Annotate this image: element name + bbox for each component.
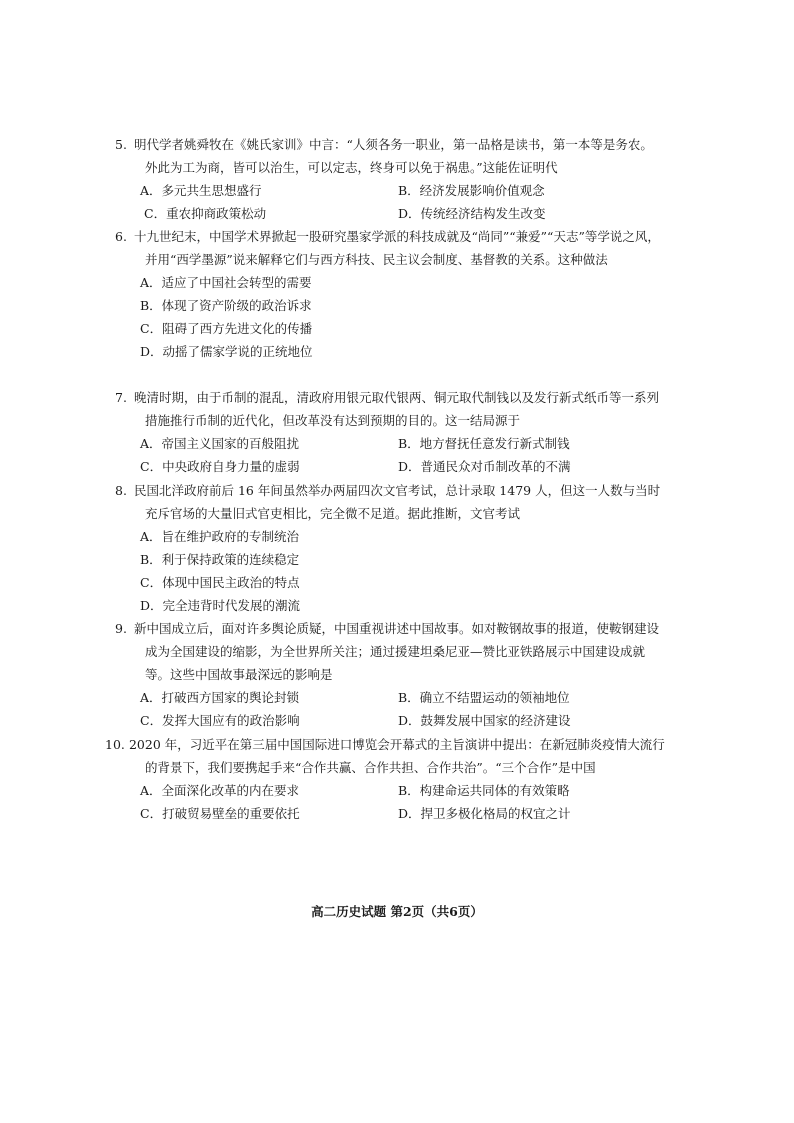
option-b: B．体现了资产阶级的政治诉求 [140, 298, 312, 313]
question-6: 6. 十九世纪末，中国学术界掀起一股研究墨家学派的科技成就及“尚同”“兼爱”“天志”等学说之风，并用“西学墨源”说来解释它们与西方科技、民主议会制度、基督教的关系。这种做法 A．适应了中国社会转型的需要 B．体现了资产阶级的政治诉求 C．阻碍了西方先进文化的传播 D．动摇了儒家学说的正统地位 [145, 225, 665, 363]
option-c: C．阻碍了西方先进文化的传播 [140, 321, 313, 336]
question-stem: 新中国成立后，面对许多舆论质疑，中国重视讲述中国故事。如对鞍钢故事的报道，使鞍钢建设成为全国建设的缩影，为全世界所关注；通过援建坦桑尼亚—赞比亚铁路展示中国建设成就等。这些中国故事最深远的影响是 [133, 621, 659, 682]
option-c: C．中央政府自身力量的虚弱 [140, 459, 300, 474]
option-c: C．发挥大国应有的政治影响 [140, 713, 300, 728]
page-footer: 高二历史试题 第2页（共6页） [311, 904, 483, 919]
question-stem: 明代学者姚舜牧在《姚氏家训》中言：“人须各务一职业，第一品格是读书，第一本等是务农。外此为工为商，皆可以治生，可以定志，终身可以免于祸患。”这能佐证明代 [133, 137, 653, 175]
question-stem: 2020 年，习近平在第三届中国国际进口博览会开幕式的主旨演讲中提出：在新冠肺炎疫情大流行的背景下，我们要携起手来“合作共赢、合作共担、合作共治”。“三个合作”是中国 [128, 737, 665, 775]
question-8: 8. 民国北洋政府前后 16 年间虽然举办两届四次文官考试，总计录取 1479 人，但这一人数与当时充斥官场的大量旧式官吏相比，完全微不足道。据此推断，文官考试 A．旨在维护政府的专制统治 B．利于保持政策的连续稳定 C．体现中国民主政治的特点 D．完全违背时代发展的潮流 [145, 479, 665, 617]
option-a: A．旨在维护政府的专制统治 [140, 529, 300, 544]
question-9: 9. 新中国成立后，面对许多舆论质疑，中国重视讲述中国故事。如对鞍钢故事的报道，使鞍钢建设成为全国建设的缩影，为全世界所关注；通过援建坦桑尼亚—赞比亚铁路展示中国建设成就等。这些中国故事最深远的影响是 A．打破西方国家的舆论封锁 B．确立不结盟运动的领袖地位 C．发挥大国应有的政治影响 D．鼓舞发展中国家的经济建设 [145, 617, 665, 732]
option-d: D．动摇了儒家学说的正统地位 [140, 344, 313, 359]
option-d: D．完全违背时代发展的潮流 [140, 598, 301, 613]
question-stem: 民国北洋政府前后 16 年间虽然举办两届四次文官考试，总计录取 1479 人，但这一人数与当时充斥官场的大量旧式官吏相比，完全微不足道。据此推断，文官考试 [133, 483, 661, 521]
option-a: A．打破西方国家的舆论封锁 [140, 690, 300, 705]
option-a: A．全面深化改革的内在要求 [140, 783, 300, 798]
option-a: A．适应了中国社会转型的需要 [140, 275, 312, 290]
option-a: A．帝国主义国家的百般阻扰 [140, 436, 300, 451]
option-c: C．打破贸易壁垒的重要依托 [140, 806, 300, 821]
question-5: 5. 明代学者姚舜牧在《姚氏家训》中言：“人须各务一职业，第一品格是读书，第一本等是务农。外此为工为商，皆可以治生，可以定志，终身可以免于祸患。”这能佐证明代 A．多元共生思想盛行 B．经济发展影响价值观念 C．重农抑商政策松动 D．传统经济结构发生改变 [145, 133, 665, 225]
option-d: D．传统经济结构发生改变 [398, 206, 546, 221]
option-b: B．经济发展影响价值观念 [398, 183, 545, 198]
option-c: C．重农抑商政策松动 [144, 206, 267, 221]
question-7: 7. 晚清时期，由于币制的混乱，清政府用银元取代银两、铜元取代制钱以及发行新式纸币等一系列措施推行币制的近代化，但改革没有达到预期的目的。这一结局源于 A．帝国主义国家的百般阻扰 B．地方督抚任意发行新式制钱 C．中央政府自身力量的虚弱 D．普通民众对币制改革的不满 [145, 386, 665, 478]
question-stem: 十九世纪末，中国学术界掀起一股研究墨家学派的科技成就及“尚同”“兼爱”“天志”等学说之风，并用“西学墨源”说来解释它们与西方科技、民主议会制度、基督教的关系。这种做法 [133, 229, 660, 267]
option-a: A．多元共生思想盛行 [140, 183, 262, 198]
option-b: B．地方督抚任意发行新式制钱 [398, 436, 570, 451]
option-d: D．捍卫多极化格局的权宜之计 [398, 806, 571, 821]
option-c: C．体现中国民主政治的特点 [140, 575, 300, 590]
question-10: 10. 2020 年，习近平在第三届中国国际进口博览会开幕式的主旨演讲中提出：在新冠肺炎疫情大流行的背景下，我们要携起手来“合作共赢、合作共担、合作共治”。“三个合作”是中国 A．全面深化改革的内在要求 B．构建命运共同体的有效策略 C．打破贸易壁垒的重要依托 D．捍卫多极化格局的权宜之计 [145, 733, 665, 825]
option-d: D．鼓舞发展中国家的经济建设 [398, 713, 571, 728]
option-b: B．利于保持政策的连续稳定 [140, 552, 300, 567]
option-d: D．普通民众对币制改革的不满 [398, 459, 571, 474]
option-b: B．确立不结盟运动的领袖地位 [398, 690, 570, 705]
option-b: B．构建命运共同体的有效策略 [398, 783, 570, 798]
question-stem: 晚清时期，由于币制的混乱，清政府用银元取代银两、铜元取代制钱以及发行新式纸币等一系列措施推行币制的近代化，但改革没有达到预期的目的。这一结局源于 [133, 390, 659, 428]
